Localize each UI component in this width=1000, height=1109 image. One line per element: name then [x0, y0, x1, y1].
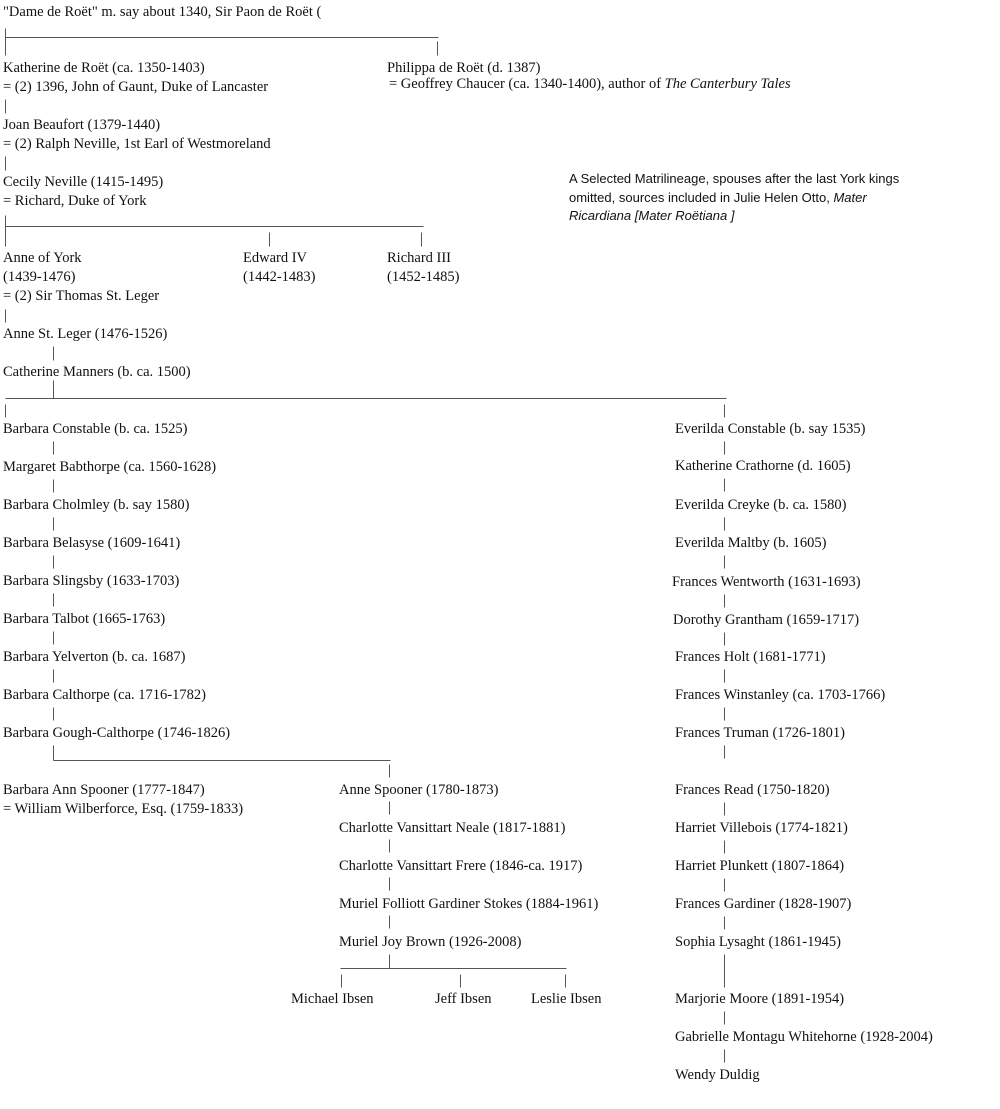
left-line-person: Barbara Talbot (1665-1763) — [3, 611, 166, 627]
katherine-de-roet: Katherine de Roët (ca. 1350-1403) — [3, 60, 205, 76]
canterbury-tales-title: The Canterbury Tales — [664, 76, 791, 92]
right-line-person: Frances Holt (1681-1771) — [675, 649, 826, 665]
anne-st-leger: Anne St. Leger (1476-1526) — [3, 326, 168, 342]
lineage-note — [569, 170, 929, 226]
right-line-person: Marjorie Moore (1891-1954) — [675, 991, 845, 1007]
edward-iv: Edward IV — [243, 250, 308, 266]
philippa-spouse — [389, 76, 791, 93]
anne-of-york-spouse: = (2) Sir Thomas St. Leger — [3, 288, 160, 304]
left-line-person: Barbara Belasyse (1609-1641) — [3, 535, 181, 551]
right-line-person: Frances Winstanley (ca. 1703-1766) — [675, 687, 886, 703]
richard-iii: Richard III — [387, 250, 452, 266]
right-line-person: Frances Gardiner (1828-1907) — [675, 896, 852, 912]
left-line-person: Margaret Babthorpe (ca. 1560-1628) — [3, 459, 217, 475]
roet-couple: "Dame de Roët" m. say about 1340, Sir Paon de Roët ( — [3, 4, 322, 20]
left-line-person: Barbara Constable (b. ca. 1525) — [3, 421, 188, 437]
left-line-person: Barbara Cholmley (b. say 1580) — [3, 497, 190, 513]
edward-iv-dates: (1442-1483) — [243, 269, 316, 285]
philippa-spouse-prefix: = Geoffrey Chaucer (ca. 1340-1400), author of — [389, 76, 665, 92]
middle-line-person: Muriel Joy Brown (1926-2008) — [339, 934, 522, 950]
middle-line-person: Charlotte Vansittart Neale (1817-1881) — [339, 820, 566, 836]
catherine-manners: Catherine Manners (b. ca. 1500) — [3, 364, 191, 380]
right-line-person: Dorothy Grantham (1659-1717) — [673, 612, 860, 628]
right-line-person: Frances Truman (1726-1801) — [675, 725, 845, 741]
right-line-person: Katherine Crathorne (d. 1605) — [675, 458, 851, 474]
barbara-spooner: Barbara Ann Spooner (1777-1847) — [3, 782, 205, 798]
philippa-de-roet: Philippa de Roët (d. 1387) — [387, 60, 541, 76]
left-line-person: Barbara Yelverton (b. ca. 1687) — [3, 649, 186, 665]
left-line-person: Barbara Gough-Calthorpe (1746-1826) — [3, 725, 231, 741]
right-line-person: Everilda Creyke (b. ca. 1580) — [675, 497, 847, 513]
note-text: A Selected Matrilineage, spouses after the last York kings omitted, sources included in Julie Helen Otto, — [569, 171, 900, 205]
right-line-person: Frances Read (1750-1820) — [675, 782, 830, 798]
cecily-neville: Cecily Neville (1415-1495) — [3, 174, 164, 190]
left-line-person: Barbara Slingsby (1633-1703) — [3, 573, 180, 589]
middle-line-person: Muriel Folliott Gardiner Stokes (1884-1961) — [339, 896, 599, 912]
middle-line-person: Charlotte Vansittart Frere (1846-ca. 1917) — [339, 858, 583, 874]
michael-ibsen: Michael Ibsen — [291, 991, 374, 1007]
jeff-ibsen: Jeff Ibsen — [435, 991, 492, 1007]
anne-of-york-dates: (1439-1476) — [3, 269, 76, 285]
right-line-person: Everilda Maltby (b. 1605) — [675, 535, 827, 551]
right-line-person: Everilda Constable (b. say 1535) — [675, 421, 866, 437]
cecily-spouse: = Richard, Duke of York — [3, 193, 147, 209]
right-line-person: Sophia Lysaght (1861-1945) — [675, 934, 841, 950]
left-line-person: Barbara Calthorpe (ca. 1716-1782) — [3, 687, 206, 703]
leslie-ibsen: Leslie Ibsen — [531, 991, 602, 1007]
joan-beaufort: Joan Beaufort (1379-1440) — [3, 117, 161, 133]
anne-of-york: Anne of York — [3, 250, 82, 266]
right-line-person: Wendy Duldig — [675, 1067, 760, 1083]
joan-spouse: = (2) Ralph Neville, 1st Earl of Westmoreland — [3, 136, 271, 152]
katherine-spouse: = (2) 1396, John of Gaunt, Duke of Lancaster — [3, 79, 269, 95]
right-line-person: Frances Wentworth (1631-1693) — [672, 574, 861, 590]
richard-iii-dates: (1452-1485) — [387, 269, 460, 285]
barbara-spooner-spouse: = William Wilberforce, Esq. (1759-1833) — [3, 801, 244, 817]
right-line-person: Gabrielle Montagu Whitehorne (1928-2004) — [675, 1029, 933, 1045]
right-line-person: Harriet Plunkett (1807-1864) — [675, 858, 845, 874]
note-source-title: Mater Ricardiana [Mater Roëtiana ] — [569, 189, 867, 223]
middle-line-person: Anne Spooner (1780-1873) — [339, 782, 499, 798]
right-line-person: Harriet Villebois (1774-1821) — [675, 820, 848, 836]
